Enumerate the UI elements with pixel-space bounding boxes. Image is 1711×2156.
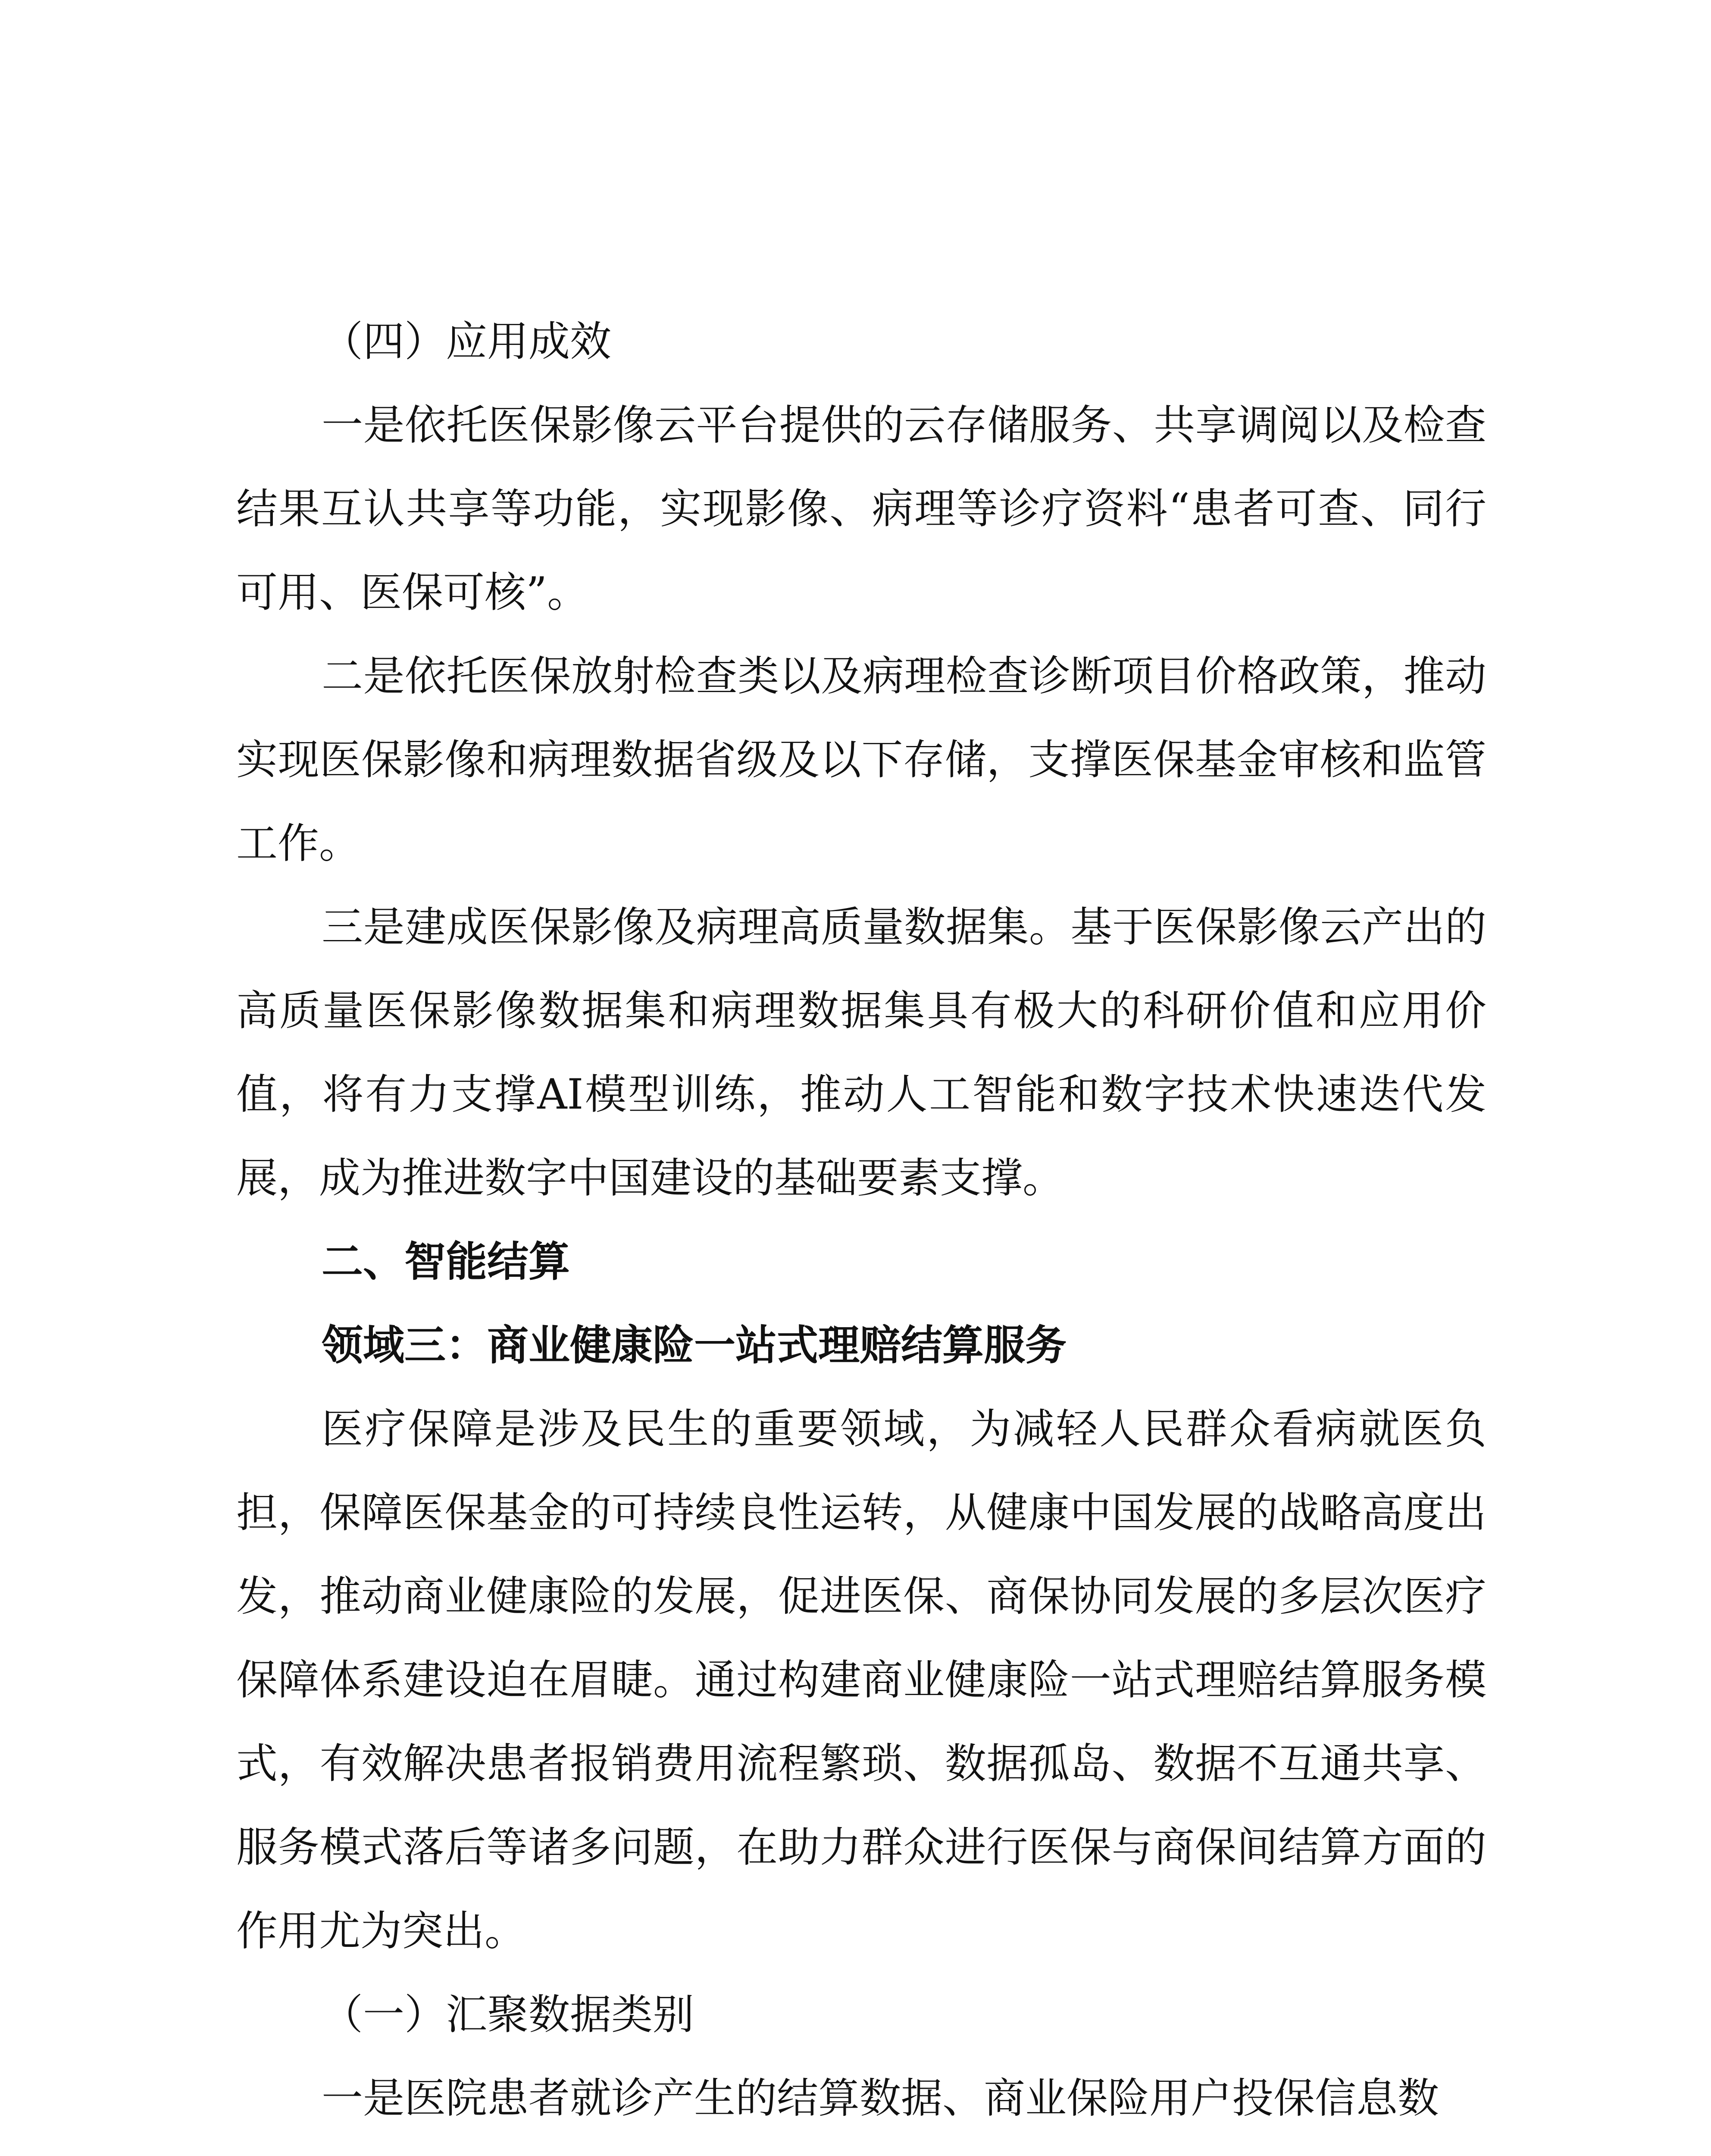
document-body [236,300,1486,2140]
sub-heading-application-results: （四）应用成效 [322,317,611,366]
paragraph-result-two: 二是依托医保放射检查类以及病理检查诊断项目价格政策，推动实现医保影像和病理数据省级及以下存储，支撑医保基金审核和监管工作。 [236,652,1486,868]
paragraph-data-category-one: 一是医院患者就诊产生的结算数据、商业保险用户投保信息数 [322,2074,1439,2122]
paragraph-result-one: 一是依托医保影像云平台提供的云存储服务、共享调阅以及检查结果互认共享等功能，实现影像、病理等诊疗资料“患者可查、同行可用、医保可核”。 [236,401,1486,617]
sub-heading-data-categories: （一）汇聚数据类别 [322,1990,694,2039]
paragraph-medical-security-intro: 医疗保障是涉及民生的重要领域，为减轻人民群众看病就医负担，保障医保基金的可持续良性运转，从健康中国发展的战略高度出发，推动商业健康险的发展，促进医保、商保协同发展的多层次医疗保障体系建设迫在眉睫。通过构建商业健康险一站式理赔结算服务模式，有效解决患者报销费用流程繁琐、数据孤岛、数据不互通共享、服务模式落后等诸多问题，在助力群众进行医保与商保间结算方面的作用尤为突出。 [236,1405,1486,1955]
domain-heading-commercial-insurance: 领域三：商业健康险一站式理赔结算服务 [322,1321,1067,1369]
section-heading-smart-settlement: 二、智能结算 [322,1238,570,1286]
paragraph-result-three: 三是建成医保影像及病理高质量数据集。基于医保影像云产出的高质量医保影像数据集和病理数据集具有极大的科研价值和应用价值，将有力支撑AI模型训练，推动人工智能和数字技术快速迭代发展，成为推进数字中国建设的基础要素支撑。 [236,903,1486,1202]
